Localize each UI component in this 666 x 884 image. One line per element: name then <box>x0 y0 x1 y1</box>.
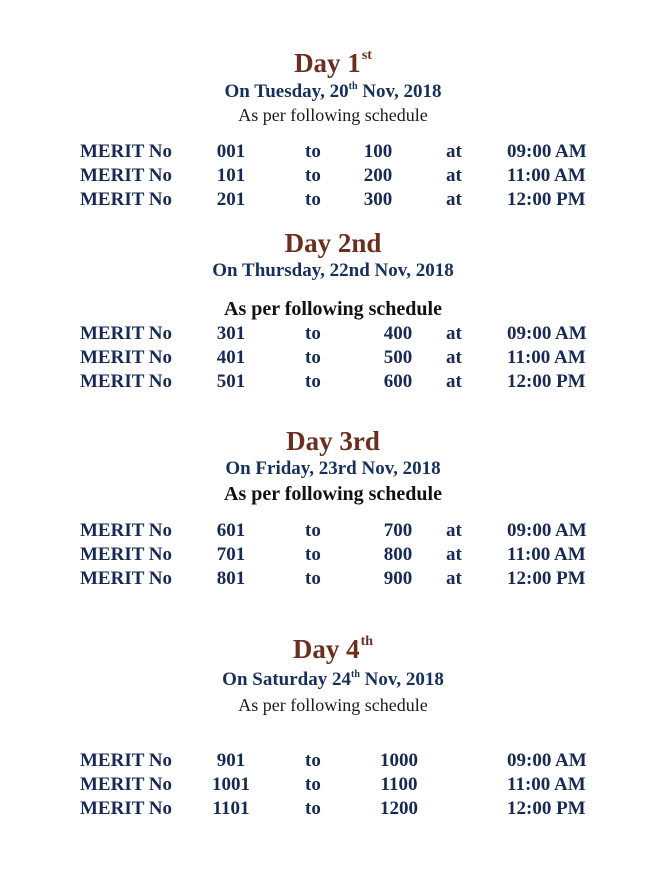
slot-time: 09:00 AM <box>507 141 587 162</box>
merit-label: MERIT No <box>80 774 173 795</box>
merit-from: 701 <box>216 544 246 565</box>
slot-time: 12:00 PM <box>507 798 586 819</box>
table-row <box>0 797 666 821</box>
day-3-title-text: Day 3rd <box>286 426 380 456</box>
merit-to: 500 <box>383 347 413 368</box>
day-1-date <box>0 81 666 103</box>
at-word: at <box>446 165 462 186</box>
merit-to: 600 <box>383 371 413 392</box>
slot-time: 11:00 AM <box>507 347 586 368</box>
day-4-title-suffix: th <box>360 634 374 649</box>
day-1-date-text: On Tuesday, 20 <box>224 81 349 102</box>
slot-time: 09:00 AM <box>507 520 587 541</box>
to-word: to <box>305 520 321 541</box>
merit-to: 200 <box>363 165 393 186</box>
merit-label: MERIT No <box>80 520 173 541</box>
to-word: to <box>305 371 321 392</box>
at-word: at <box>446 520 462 541</box>
day-1-date-suffix: th <box>348 81 358 92</box>
day-4-date <box>0 669 666 691</box>
slot-time: 12:00 PM <box>507 568 586 589</box>
to-word: to <box>305 165 321 186</box>
merit-label: MERIT No <box>80 189 173 210</box>
merit-label: MERIT No <box>80 141 173 162</box>
at-word: at <box>446 141 462 162</box>
merit-from: 101 <box>216 165 246 186</box>
merit-to: 700 <box>383 520 413 541</box>
day-3-title <box>0 426 666 456</box>
slot-time: 12:00 PM <box>507 371 586 392</box>
day-1-title-suffix: st <box>361 48 372 63</box>
table-row <box>0 188 666 212</box>
table-row <box>0 773 666 797</box>
at-word: at <box>446 347 462 368</box>
slot-time: 09:00 AM <box>507 750 587 771</box>
table-row <box>0 519 666 543</box>
slot-time: 12:00 PM <box>507 189 586 210</box>
day-1-title-text: Day 1 <box>294 48 361 78</box>
at-word: at <box>446 371 462 392</box>
to-word: to <box>305 544 321 565</box>
merit-from: 601 <box>216 520 246 541</box>
merit-to: 400 <box>383 323 413 344</box>
table-row <box>0 322 666 346</box>
at-word: at <box>446 189 462 210</box>
merit-to: 1200 <box>380 798 418 819</box>
to-word: to <box>305 750 321 771</box>
table-row <box>0 567 666 591</box>
merit-to: 800 <box>383 544 413 565</box>
at-word: at <box>446 544 462 565</box>
day-4-date-text: On Saturday 24 <box>222 669 351 690</box>
merit-label: MERIT No <box>80 544 173 565</box>
slot-time: 11:00 AM <box>507 544 586 565</box>
to-word: to <box>305 141 321 162</box>
merit-label: MERIT No <box>80 323 173 344</box>
merit-from: 1101 <box>212 798 250 819</box>
table-row <box>0 140 666 164</box>
day-4-schedule-note: As per following schedule <box>238 695 428 715</box>
merit-label: MERIT No <box>80 165 173 186</box>
to-word: to <box>305 798 321 819</box>
to-word: to <box>305 347 321 368</box>
day-3-date <box>0 458 666 480</box>
slot-time: 09:00 AM <box>507 323 587 344</box>
day-2-date <box>0 260 666 282</box>
merit-from: 301 <box>216 323 246 344</box>
table-row <box>0 346 666 370</box>
to-word: to <box>305 774 321 795</box>
merit-from: 201 <box>216 189 246 210</box>
merit-to: 1000 <box>380 750 418 771</box>
slot-time: 11:00 AM <box>507 774 586 795</box>
merit-label: MERIT No <box>80 750 173 771</box>
merit-from: 901 <box>216 750 246 771</box>
merit-label: MERIT No <box>80 371 173 392</box>
merit-from: 801 <box>216 568 246 589</box>
merit-from: 001 <box>216 141 246 162</box>
slot-time: 11:00 AM <box>507 165 586 186</box>
table-row <box>0 543 666 567</box>
day-4-date-rest: Nov, 2018 <box>359 669 444 690</box>
day-4-title-text: Day 4 <box>292 634 360 664</box>
merit-label: MERIT No <box>80 798 173 819</box>
merit-label: MERIT No <box>80 347 173 368</box>
day-1-date-rest: Nov, 2018 <box>357 81 442 102</box>
day-1-schedule-note: As per following schedule <box>238 105 428 125</box>
to-word: to <box>305 568 321 589</box>
at-word: at <box>446 323 462 344</box>
to-word: to <box>305 323 321 344</box>
day-4-date-suffix: th <box>350 669 360 680</box>
merit-from: 501 <box>216 371 246 392</box>
day-2-title-text: Day 2nd <box>284 228 382 258</box>
merit-label: MERIT No <box>80 568 173 589</box>
day-1-title <box>0 48 666 78</box>
day-4-title <box>0 634 666 664</box>
table-row <box>0 370 666 394</box>
day-2-date-text: On Thursday, 22nd Nov, 2018 <box>212 260 454 281</box>
merit-to: 100 <box>363 141 393 162</box>
day-2-schedule-note: As per following schedule <box>224 298 442 320</box>
merit-to: 300 <box>363 189 393 210</box>
table-row <box>0 164 666 188</box>
day-3-schedule-note: As per following schedule <box>224 483 442 505</box>
to-word: to <box>305 189 321 210</box>
table-row <box>0 749 666 773</box>
merit-to: 1100 <box>380 774 418 795</box>
merit-from: 401 <box>216 347 246 368</box>
merit-to: 900 <box>383 568 413 589</box>
at-word: at <box>446 568 462 589</box>
day-2-title <box>0 228 666 258</box>
merit-from: 1001 <box>212 774 250 795</box>
day-3-date-text: On Friday, 23rd Nov, 2018 <box>225 458 441 479</box>
